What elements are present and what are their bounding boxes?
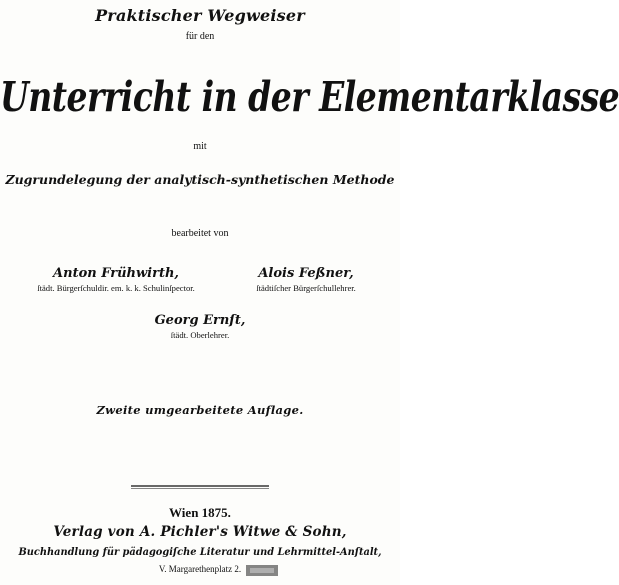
publisher-line: Verlag von A. Pichler's Witwe & Sohn,	[53, 524, 347, 540]
author-role: ſtädt. Oberlehrer.	[170, 330, 230, 340]
author-block	[120, 313, 280, 340]
title-top-line: Praktischer Wegweiser	[95, 6, 305, 25]
place-year-line: Wien 1875.	[169, 505, 231, 520]
address-line: V. Margarethenplatz 2.	[158, 564, 242, 574]
author-name: Georg Ernſt,	[154, 313, 246, 328]
author-name: Anton Frühwirth,	[53, 266, 179, 281]
ornamental-rule	[131, 484, 269, 490]
bearbeitet-von-line: bearbeitet von	[171, 228, 229, 239]
author-role: ſtädt. Bürgerſchuldir. em. k. k. Schulinſpector.	[37, 283, 195, 293]
main-title: Unterricht in der Elementarklasse	[0, 72, 619, 121]
author-role: ſtädtiſcher Bürgerſchullehrer.	[256, 283, 356, 293]
fuer-den-line: für den	[185, 31, 215, 42]
author-block	[222, 266, 390, 293]
library-stamp-mark	[245, 563, 279, 578]
subtitle: Zugrundelegung der analytisch-synthetischen Methode	[5, 172, 395, 187]
mit-line: mit	[193, 141, 207, 152]
edition-line: Zweite umgearbeitete Auflage.	[96, 403, 304, 417]
bookshop-line: Buchhandlung für pädagogiſche Literatur und Lehrmittel-Anſtalt,	[18, 547, 382, 558]
author-block	[18, 266, 214, 293]
author-name: Alois Feßner,	[258, 266, 354, 281]
